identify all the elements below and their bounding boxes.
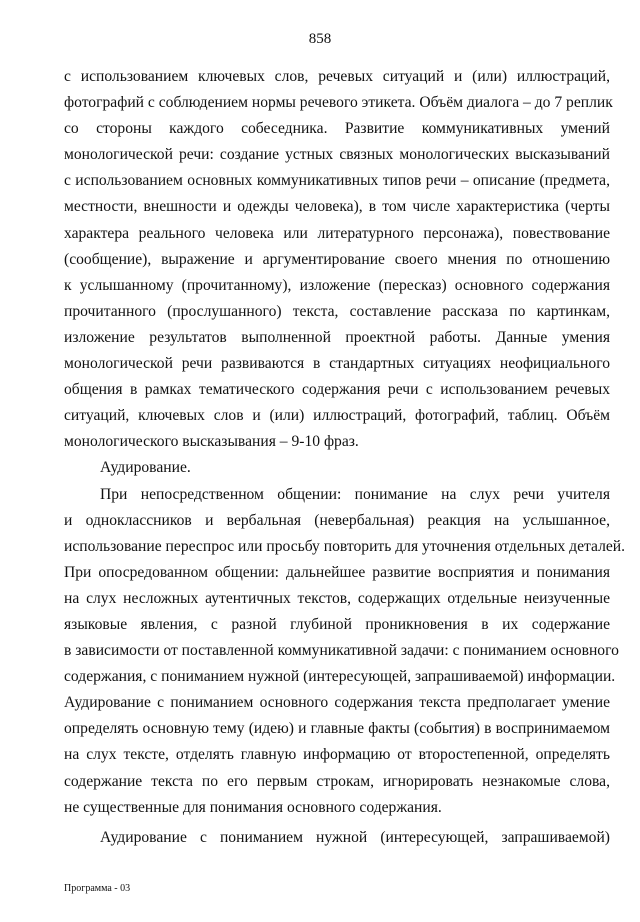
text-line: общения в рамках тематического содержания речи с использованием речевых (64, 381, 610, 399)
text-line: При опосредованном общении: дальнейшее развитие восприятия и понимания (64, 563, 610, 581)
text-line: содержания, с пониманием нужной (интересующей, запрашиваемой) информации. (64, 668, 616, 686)
paragraph-listening-detail (64, 825, 610, 851)
text-line: языковые явления, с разной глубиной проникновения в их содержание (64, 615, 610, 633)
text-line: изложение результатов выполненной проектной работы. Данные умения (64, 328, 610, 346)
section-heading-listening: Аудирование. (100, 459, 191, 477)
text-line: со стороны каждого собеседника. Развитие коммуникативных умений (64, 120, 610, 138)
page-number: 858 (308, 31, 332, 47)
text-line: При непосредственном общении: понимание на слух речи учителя (100, 485, 610, 503)
text-line: ситуаций, ключевых слов и (или) иллюстраций, фотографий, таблиц. Объём (64, 407, 610, 425)
text-line: и одноклассников и вербальная (невербальная) реакция на услышанное, (64, 511, 610, 529)
text-line: фотографий с соблюдением нормы речевого этикета. Объём диалога – до 7 реплик (64, 94, 613, 112)
paragraph-listening (64, 482, 626, 821)
text-line: (сообщение), выражение и аргументирование своего мнения по отношению (64, 250, 610, 268)
body-text (64, 64, 626, 851)
text-line: монологической речи развиваются в стандартных ситуациях неофициального (64, 355, 610, 373)
text-line: использование переспрос или просьбу повторить для уточнения отдельных деталей. (64, 537, 626, 555)
text-line: Аудирование с пониманием основного содержания текста предполагает умение (64, 694, 610, 712)
text-line: в зависимости от поставленной коммуникативной задачи: с пониманием основного (64, 642, 619, 660)
text-line: определять основную тему (идею) и главные факты (события) в воспринимаемом (64, 720, 610, 738)
text-line: Аудирование с пониманием нужной (интересующей, запрашиваемой) (100, 828, 610, 846)
paragraph-speaking (64, 64, 613, 455)
text-line: на слух несложных аутентичных текстов, содержащих отдельные неизученные (64, 589, 610, 607)
text-line: характера реального человека или литературного персонажа), повествование (64, 224, 610, 242)
text-line: местности, внешности и одежды человека), в том числе характеристика (черты (64, 198, 610, 216)
text-line: прочитанного (прослушанного) текста, составление рассказа по картинкам, (64, 302, 610, 320)
text-line: на слух тексте, отделять главную информацию от второстепенной, определять (64, 746, 610, 764)
footer-program-label: Программа - 03 (64, 883, 131, 894)
text-line: монологической речи: создание устных связных монологических высказываний (64, 146, 610, 164)
text-line: монологического высказывания – 9-10 фраз. (64, 433, 359, 451)
text-line: с использованием основных коммуникативных типов речи – описание (предмета, (64, 172, 610, 190)
text-line: не существенные для понимания основного содержания. (64, 798, 442, 816)
text-line: к услышанному (прочитанному), изложение (пересказ) основного содержания (64, 276, 610, 294)
text-line: содержание текста по его первым строкам, игнорировать незнакомые слова, (64, 772, 610, 790)
text-line: с использованием ключевых слов, речевых ситуаций и (или) иллюстраций, (64, 68, 610, 85)
